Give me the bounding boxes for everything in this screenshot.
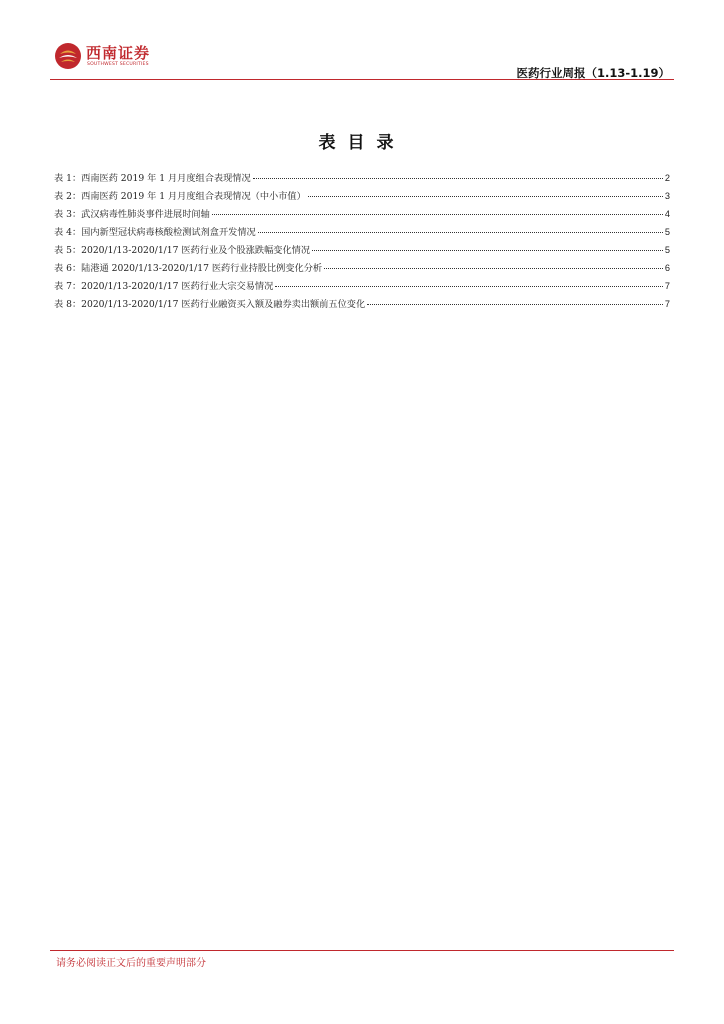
- table-of-contents: [54, 170, 670, 314]
- toc-entry[interactable]: [54, 170, 670, 188]
- toc-entry-page: 5: [664, 227, 670, 237]
- toc-leader-dots: [212, 214, 663, 215]
- toc-leader-dots: [324, 268, 663, 269]
- toc-entry-label: 表 3：武汉病毒性肺炎事件进展时间轴: [54, 209, 210, 220]
- toc-leader-dots: [253, 178, 663, 179]
- toc-leader-dots: [312, 250, 663, 251]
- toc-entry[interactable]: [54, 224, 670, 242]
- toc-entry[interactable]: [54, 188, 670, 206]
- toc-leader-dots: [308, 196, 663, 197]
- toc-title: 表目录: [318, 133, 406, 153]
- toc-entry-page: 2: [664, 173, 670, 183]
- toc-entry-label: 表 8：2020/1/13-2020/1/17 医药行业融资买入额及融券卖出额前五位变化: [54, 299, 366, 310]
- brand-name-en: SOUTHWEST SECURITIES: [87, 62, 149, 67]
- toc-leader-dots: [258, 232, 663, 233]
- toc-entry[interactable]: [54, 260, 670, 278]
- header-divider: [50, 79, 674, 80]
- brand-logo: [54, 42, 164, 74]
- toc-entry-page: 7: [664, 281, 670, 291]
- toc-entry[interactable]: [54, 206, 670, 224]
- toc-entry[interactable]: [54, 278, 670, 296]
- southwest-securities-logo-icon: [54, 42, 82, 70]
- report-title: 医药行业周报（1.13-1.19）: [516, 66, 670, 80]
- toc-leader-dots: [275, 286, 663, 287]
- toc-entry-label: 表 5：2020/1/13-2020/1/17 医药行业及个股涨跌幅变化情况: [54, 245, 311, 256]
- toc-entry-page: 7: [664, 299, 670, 309]
- toc-entry-page: 6: [664, 263, 670, 273]
- toc-entry-page: 4: [664, 209, 670, 219]
- toc-entry-page: 3: [664, 191, 670, 201]
- toc-entry-label: 表 7：2020/1/13-2020/1/17 医药行业大宗交易情况: [54, 281, 274, 292]
- footer-divider: [50, 950, 674, 951]
- toc-entry[interactable]: [54, 242, 670, 260]
- toc-entry-page: 5: [664, 245, 670, 255]
- footer-disclaimer: 请务必阅读正文后的重要声明部分: [56, 958, 206, 969]
- toc-entry-label: 表 6：陆港通 2020/1/13-2020/1/17 医药行业持股比例变化分析: [54, 263, 323, 274]
- toc-entry-label: 表 2：西南医药 2019 年 1 月月度组合表现情况（中小市值）: [54, 191, 306, 202]
- toc-leader-dots: [367, 304, 663, 305]
- brand-name-cn: 西南证券: [86, 44, 151, 62]
- toc-entry-label: 表 1：西南医药 2019 年 1 月月度组合表现情况: [54, 173, 251, 184]
- toc-entry[interactable]: [54, 296, 670, 314]
- toc-entry-label: 表 4：国内新型冠状病毒核酸检测试剂盒开发情况: [54, 227, 256, 238]
